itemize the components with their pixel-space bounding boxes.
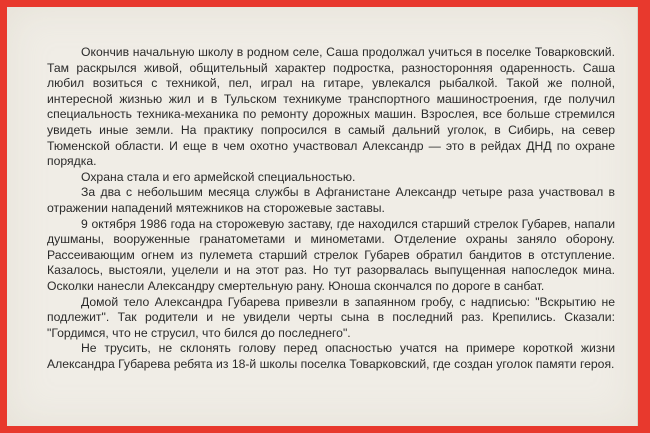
paragraph-2: Охрана стала и его армейской специальностью.	[81, 169, 356, 184]
page-sheet	[7, 7, 638, 426]
paragraph-6: Не трусить, не склонять голову перед опасностью учатся на примере короткой жизни Александра Губарева ребята из 18-й школы поселка Товарковский, где создан уголок памяти героя.	[47, 341, 615, 371]
paragraph-5: Домой тело Александра Губарева привезли в запаянном гробу, с надписью: "Вскрытию не подлежит". Так родители и не увидели черты сына в последний раз. Крепились. Сказали: "Гордимся, что не струсил, что бился до последнего".	[47, 294, 615, 340]
article-text	[47, 45, 615, 372]
paragraph-4: 9 октября 1986 года на сторожевую заставу, где находился старший стрелок Губарев, напали душманы, вооруженные гранатометами и минометами. Отделение охраны заняло оборону. Рассеивающим огнем из пулемета старший стрелок Губарев обратил бандитов в отступление. Казалось, выстояли, уцелели и на этот раз. Но тут разорвалась выпущенная напоследок мина. Осколки нанесли Александру смертельную рану. Юноша скончался по дороге в санбат.	[47, 216, 615, 293]
paragraph-1: Окончив начальную школу в родном селе, Саша продолжал учиться в поселке Товарковский. Там раскрылся живой, общительный характер подростка, разносторонняя одаренность. Саша любил возиться с техникой, пел, играл на гитаре, увлекался рыбалкой. Такой же полной, интересной жизнью жил и в Тульском техникуме транспортного машиностроения, где получил специальность техника-механика по ремонту дорожных машин. Взрослея, все больше стремился увидеть иные земли. На практику попросился в самый дальний уголок, в Сибирь, на север Тюменской области. И еще в чем охотно участвовал Александр — это в рейдах ДНД по охране порядка.	[47, 45, 615, 169]
paragraph-3: За два с небольшим месяца службы в Афганистане Александр четыре раза участвовал в отражении нападений мятежников на сторожевые заставы.	[47, 185, 615, 215]
